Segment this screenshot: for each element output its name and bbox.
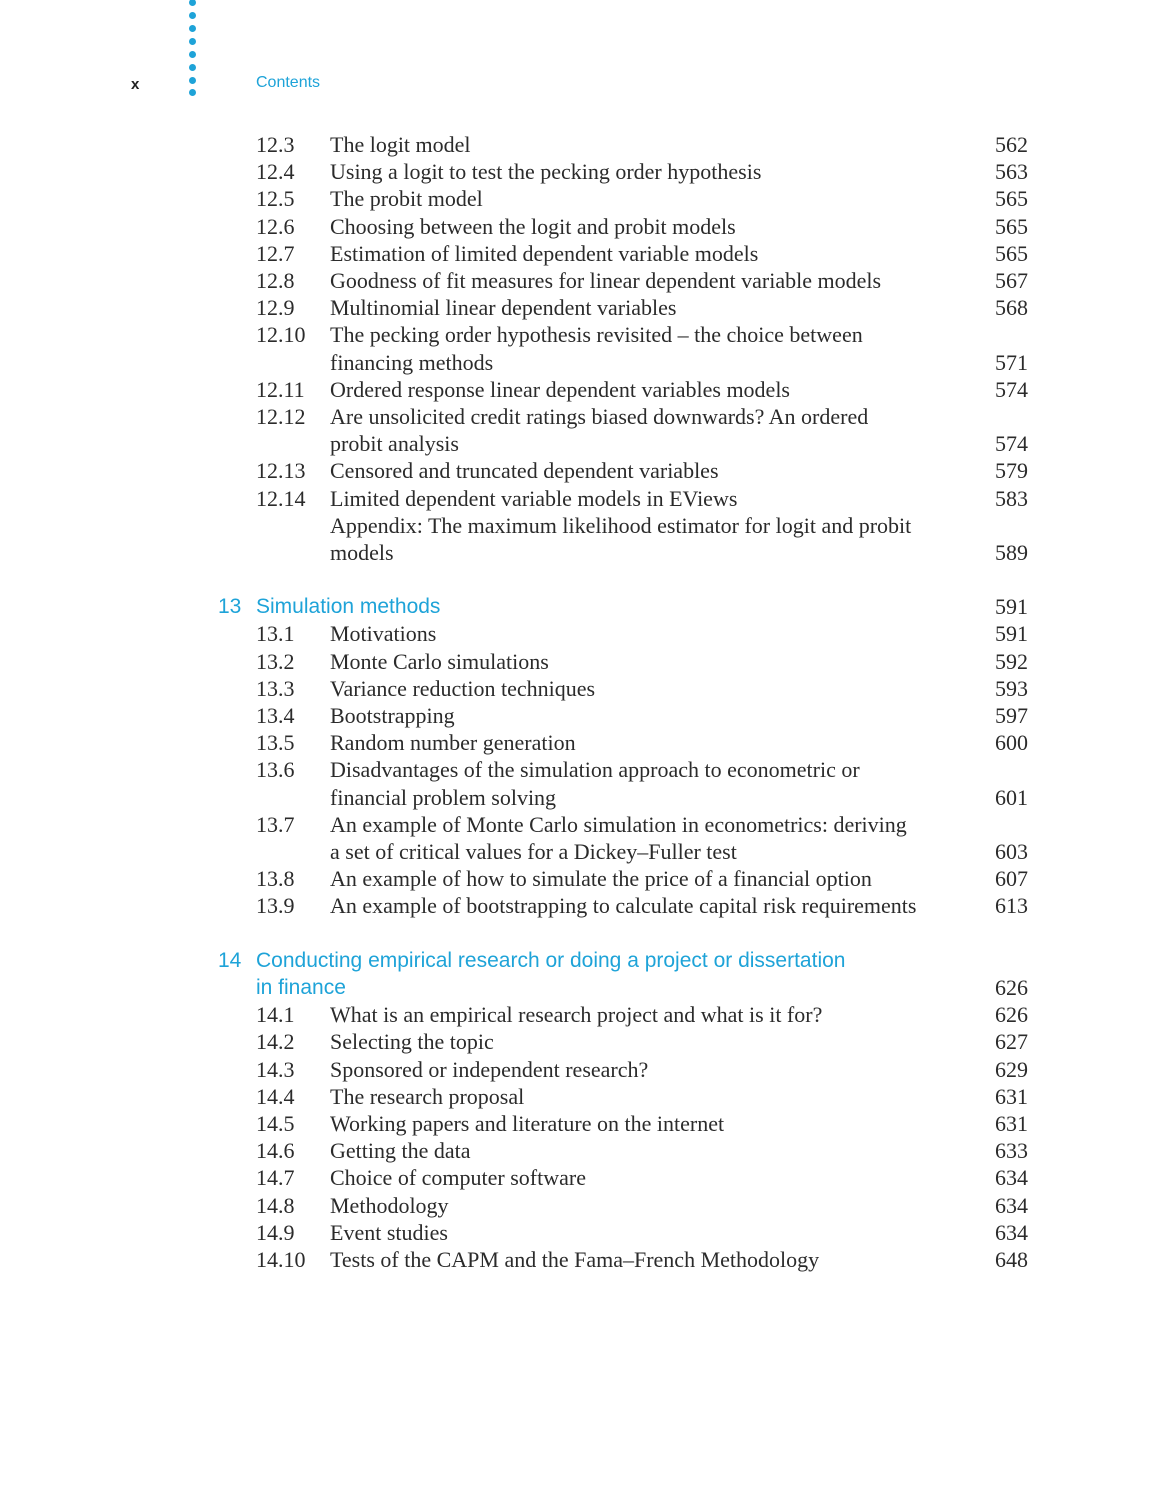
page-ref: 648 bbox=[995, 1246, 1028, 1272]
page-ref: 634 bbox=[995, 1219, 1028, 1245]
toc-section-entry[interactable] bbox=[0, 756, 1159, 810]
section-title: Tests of the CAPM and the Fama–French Methodology bbox=[330, 1246, 820, 1272]
section-number: 12.8 bbox=[256, 268, 295, 294]
section-title: Choosing between the logit and probit models bbox=[330, 213, 736, 239]
page-ref: 627 bbox=[995, 1029, 1028, 1055]
section-title: Using a logit to test the pecking order hypothesis bbox=[330, 159, 762, 185]
toc-section-entry[interactable] bbox=[0, 131, 1159, 158]
page-ref: 631 bbox=[995, 1083, 1028, 1109]
section-title: Appendix: The maximum likelihood estimator for logit and probit models bbox=[330, 512, 912, 566]
section-number: 14.9 bbox=[256, 1219, 295, 1245]
page-ref: 565 bbox=[995, 186, 1028, 212]
page-ref: 579 bbox=[995, 458, 1028, 484]
section-title: Choice of computer software bbox=[330, 1165, 586, 1191]
section-title: The research proposal bbox=[330, 1083, 525, 1109]
section-title: Event studies bbox=[330, 1219, 448, 1245]
toc-section-entry[interactable] bbox=[0, 267, 1159, 294]
section-title: Bootstrapping bbox=[330, 703, 455, 729]
section-title: Variance reduction techniques bbox=[330, 675, 596, 701]
toc-section-entry[interactable] bbox=[0, 512, 1159, 566]
section-number: 12.12 bbox=[256, 404, 306, 430]
toc-section-entry[interactable] bbox=[0, 1001, 1159, 1028]
page-ref: 607 bbox=[995, 866, 1028, 892]
section-number: 13.3 bbox=[256, 675, 295, 701]
page-ref: 629 bbox=[995, 1056, 1028, 1082]
toc-section-entry[interactable] bbox=[0, 1192, 1159, 1219]
section-title: The probit model bbox=[330, 186, 483, 212]
page-ref: 626 bbox=[995, 974, 1028, 1000]
section-number: 14.10 bbox=[256, 1246, 306, 1272]
page-ref: 565 bbox=[995, 240, 1028, 266]
section-title: Ordered response linear dependent variables models bbox=[330, 376, 790, 402]
section-number: 12.14 bbox=[256, 485, 306, 511]
toc-section-entry[interactable] bbox=[0, 294, 1159, 321]
running-head: Contents bbox=[256, 74, 321, 91]
toc-section-entry[interactable] bbox=[0, 457, 1159, 484]
page-ref: 631 bbox=[995, 1110, 1028, 1136]
section-number: 12.11 bbox=[256, 376, 305, 402]
table-of-contents bbox=[0, 131, 1159, 1273]
page-ref: 562 bbox=[995, 132, 1028, 157]
section-number: 12.10 bbox=[256, 322, 306, 348]
section-number: 14.3 bbox=[256, 1056, 295, 1082]
page-ref: 589 bbox=[995, 540, 1028, 566]
section-number: 14.7 bbox=[256, 1165, 295, 1191]
section-title: Limited dependent variable models in EViews bbox=[330, 485, 738, 511]
toc-chapter-entry[interactable] bbox=[0, 947, 1159, 1001]
section-title: The pecking order hypothesis revisited – the choice between financing methods bbox=[330, 322, 863, 375]
chapter-number: 14 bbox=[218, 948, 242, 972]
section-number: 14.5 bbox=[256, 1110, 295, 1136]
section-number: 12.9 bbox=[256, 295, 295, 321]
section-number: 12.13 bbox=[256, 458, 306, 484]
chapter-title: Conducting empirical research or doing a project or dissertation in finance bbox=[256, 948, 846, 999]
page-ref: 591 bbox=[995, 594, 1028, 620]
section-title: Multinomial linear dependent variables bbox=[330, 295, 677, 321]
section-title: The logit model bbox=[330, 132, 471, 157]
section-number: 13.8 bbox=[256, 866, 295, 892]
toc-section-entry[interactable] bbox=[0, 865, 1159, 892]
page-ref: 583 bbox=[995, 485, 1028, 511]
section-title: Selecting the topic bbox=[330, 1029, 494, 1055]
section-title: Getting the data bbox=[330, 1138, 471, 1164]
chapter-number: 13 bbox=[218, 595, 242, 619]
page-ref: 633 bbox=[995, 1138, 1028, 1164]
section-title: Estimation of limited dependent variable models bbox=[330, 240, 759, 266]
section-number: 14.4 bbox=[256, 1083, 295, 1109]
page-ref: 597 bbox=[995, 703, 1028, 729]
section-title: Random number generation bbox=[330, 730, 576, 756]
toc-section-entry[interactable] bbox=[0, 1164, 1159, 1191]
toc-section-entry[interactable] bbox=[0, 811, 1159, 865]
section-title: Censored and truncated dependent variables bbox=[330, 458, 719, 484]
toc-section-entry[interactable] bbox=[0, 376, 1159, 403]
section-title: Monte Carlo simulations bbox=[330, 648, 549, 674]
section-title: Working papers and literature on the internet bbox=[330, 1110, 725, 1136]
section-number: 13.9 bbox=[256, 893, 295, 919]
section-title: Sponsored or independent research? bbox=[330, 1056, 649, 1082]
page-ref: 563 bbox=[995, 159, 1028, 185]
toc-section-entry[interactable] bbox=[0, 321, 1159, 375]
page-ref: 613 bbox=[995, 893, 1028, 919]
section-number: 12.3 bbox=[256, 132, 295, 157]
page-ref: 571 bbox=[995, 349, 1028, 375]
toc-section-entry[interactable] bbox=[0, 620, 1159, 647]
page-ref: 626 bbox=[995, 1002, 1028, 1028]
dotted-margin-rule bbox=[189, 0, 197, 100]
section-number: 14.2 bbox=[256, 1029, 295, 1055]
page-ref: 591 bbox=[995, 621, 1028, 647]
section-title: Methodology bbox=[330, 1192, 449, 1218]
section-title: An example of Monte Carlo simulation in econometrics: deriving a set of critical values for a Dickey–Fuller test bbox=[330, 811, 907, 865]
toc-section-entry[interactable] bbox=[0, 892, 1159, 919]
section-number: 13.6 bbox=[256, 757, 295, 783]
toc-section-entry[interactable] bbox=[0, 648, 1159, 675]
page-ref: 603 bbox=[995, 839, 1028, 865]
section-title: Disadvantages of the simulation approach to econometric or financial problem solving bbox=[330, 757, 860, 810]
page-ref: 592 bbox=[995, 648, 1028, 674]
toc-section-entry[interactable] bbox=[0, 240, 1159, 267]
page-ref: 634 bbox=[995, 1165, 1028, 1191]
section-title: What is an empirical research project and what is it for? bbox=[330, 1002, 823, 1028]
toc-section-entry[interactable] bbox=[0, 1056, 1159, 1083]
toc-section-entry[interactable] bbox=[0, 1083, 1159, 1110]
toc-section-entry[interactable] bbox=[0, 675, 1159, 702]
toc-section-entry[interactable] bbox=[0, 185, 1159, 212]
toc-section-entry[interactable] bbox=[0, 158, 1159, 185]
section-number: 13.7 bbox=[256, 811, 295, 837]
section-number: 14.1 bbox=[256, 1002, 295, 1028]
section-number: 14.6 bbox=[256, 1138, 295, 1164]
toc-section-entry[interactable] bbox=[0, 213, 1159, 240]
section-number: 13.4 bbox=[256, 703, 295, 729]
section-number: 12.4 bbox=[256, 159, 295, 185]
page-ref: 574 bbox=[995, 431, 1028, 457]
page-ref: 567 bbox=[995, 268, 1028, 294]
chapter-title: Simulation methods bbox=[256, 595, 441, 619]
page-ref: 574 bbox=[995, 376, 1028, 402]
section-number: 13.5 bbox=[256, 730, 295, 756]
section-title: An example of how to simulate the price of a financial option bbox=[330, 866, 872, 892]
toc-section-entry[interactable] bbox=[0, 1219, 1159, 1246]
section-number: 12.5 bbox=[256, 186, 295, 212]
section-title: Motivations bbox=[330, 621, 437, 647]
page-ref: 601 bbox=[995, 784, 1028, 810]
toc-section-entry[interactable] bbox=[0, 1137, 1159, 1164]
section-title: An example of bootstrapping to calculate capital risk requirements bbox=[330, 893, 917, 919]
toc-section-entry[interactable] bbox=[0, 1028, 1159, 1055]
section-number: 14.8 bbox=[256, 1192, 295, 1218]
toc-section-entry[interactable] bbox=[0, 403, 1159, 457]
toc-section-entry[interactable] bbox=[0, 1246, 1159, 1273]
section-number: 13.1 bbox=[256, 621, 295, 647]
section-title: Goodness of fit measures for linear dependent variable models bbox=[330, 268, 882, 294]
page-ref: 593 bbox=[995, 675, 1028, 701]
toc-chapter-entry[interactable] bbox=[0, 593, 1159, 620]
page-number: x bbox=[131, 76, 140, 93]
section-number: 13.2 bbox=[256, 648, 295, 674]
toc-section-entry[interactable] bbox=[0, 702, 1159, 729]
page-ref: 634 bbox=[995, 1192, 1028, 1218]
page-ref: 600 bbox=[995, 730, 1028, 756]
toc-section-entry[interactable] bbox=[0, 485, 1159, 512]
section-number: 12.7 bbox=[256, 240, 295, 266]
page-ref: 568 bbox=[995, 295, 1028, 321]
section-title: Are unsolicited credit ratings biased downwards? An ordered probit analysis bbox=[330, 404, 869, 457]
toc-section-entry[interactable] bbox=[0, 1110, 1159, 1137]
section-number: 12.6 bbox=[256, 213, 295, 239]
toc-section-entry[interactable] bbox=[0, 729, 1159, 756]
page-ref: 565 bbox=[995, 213, 1028, 239]
